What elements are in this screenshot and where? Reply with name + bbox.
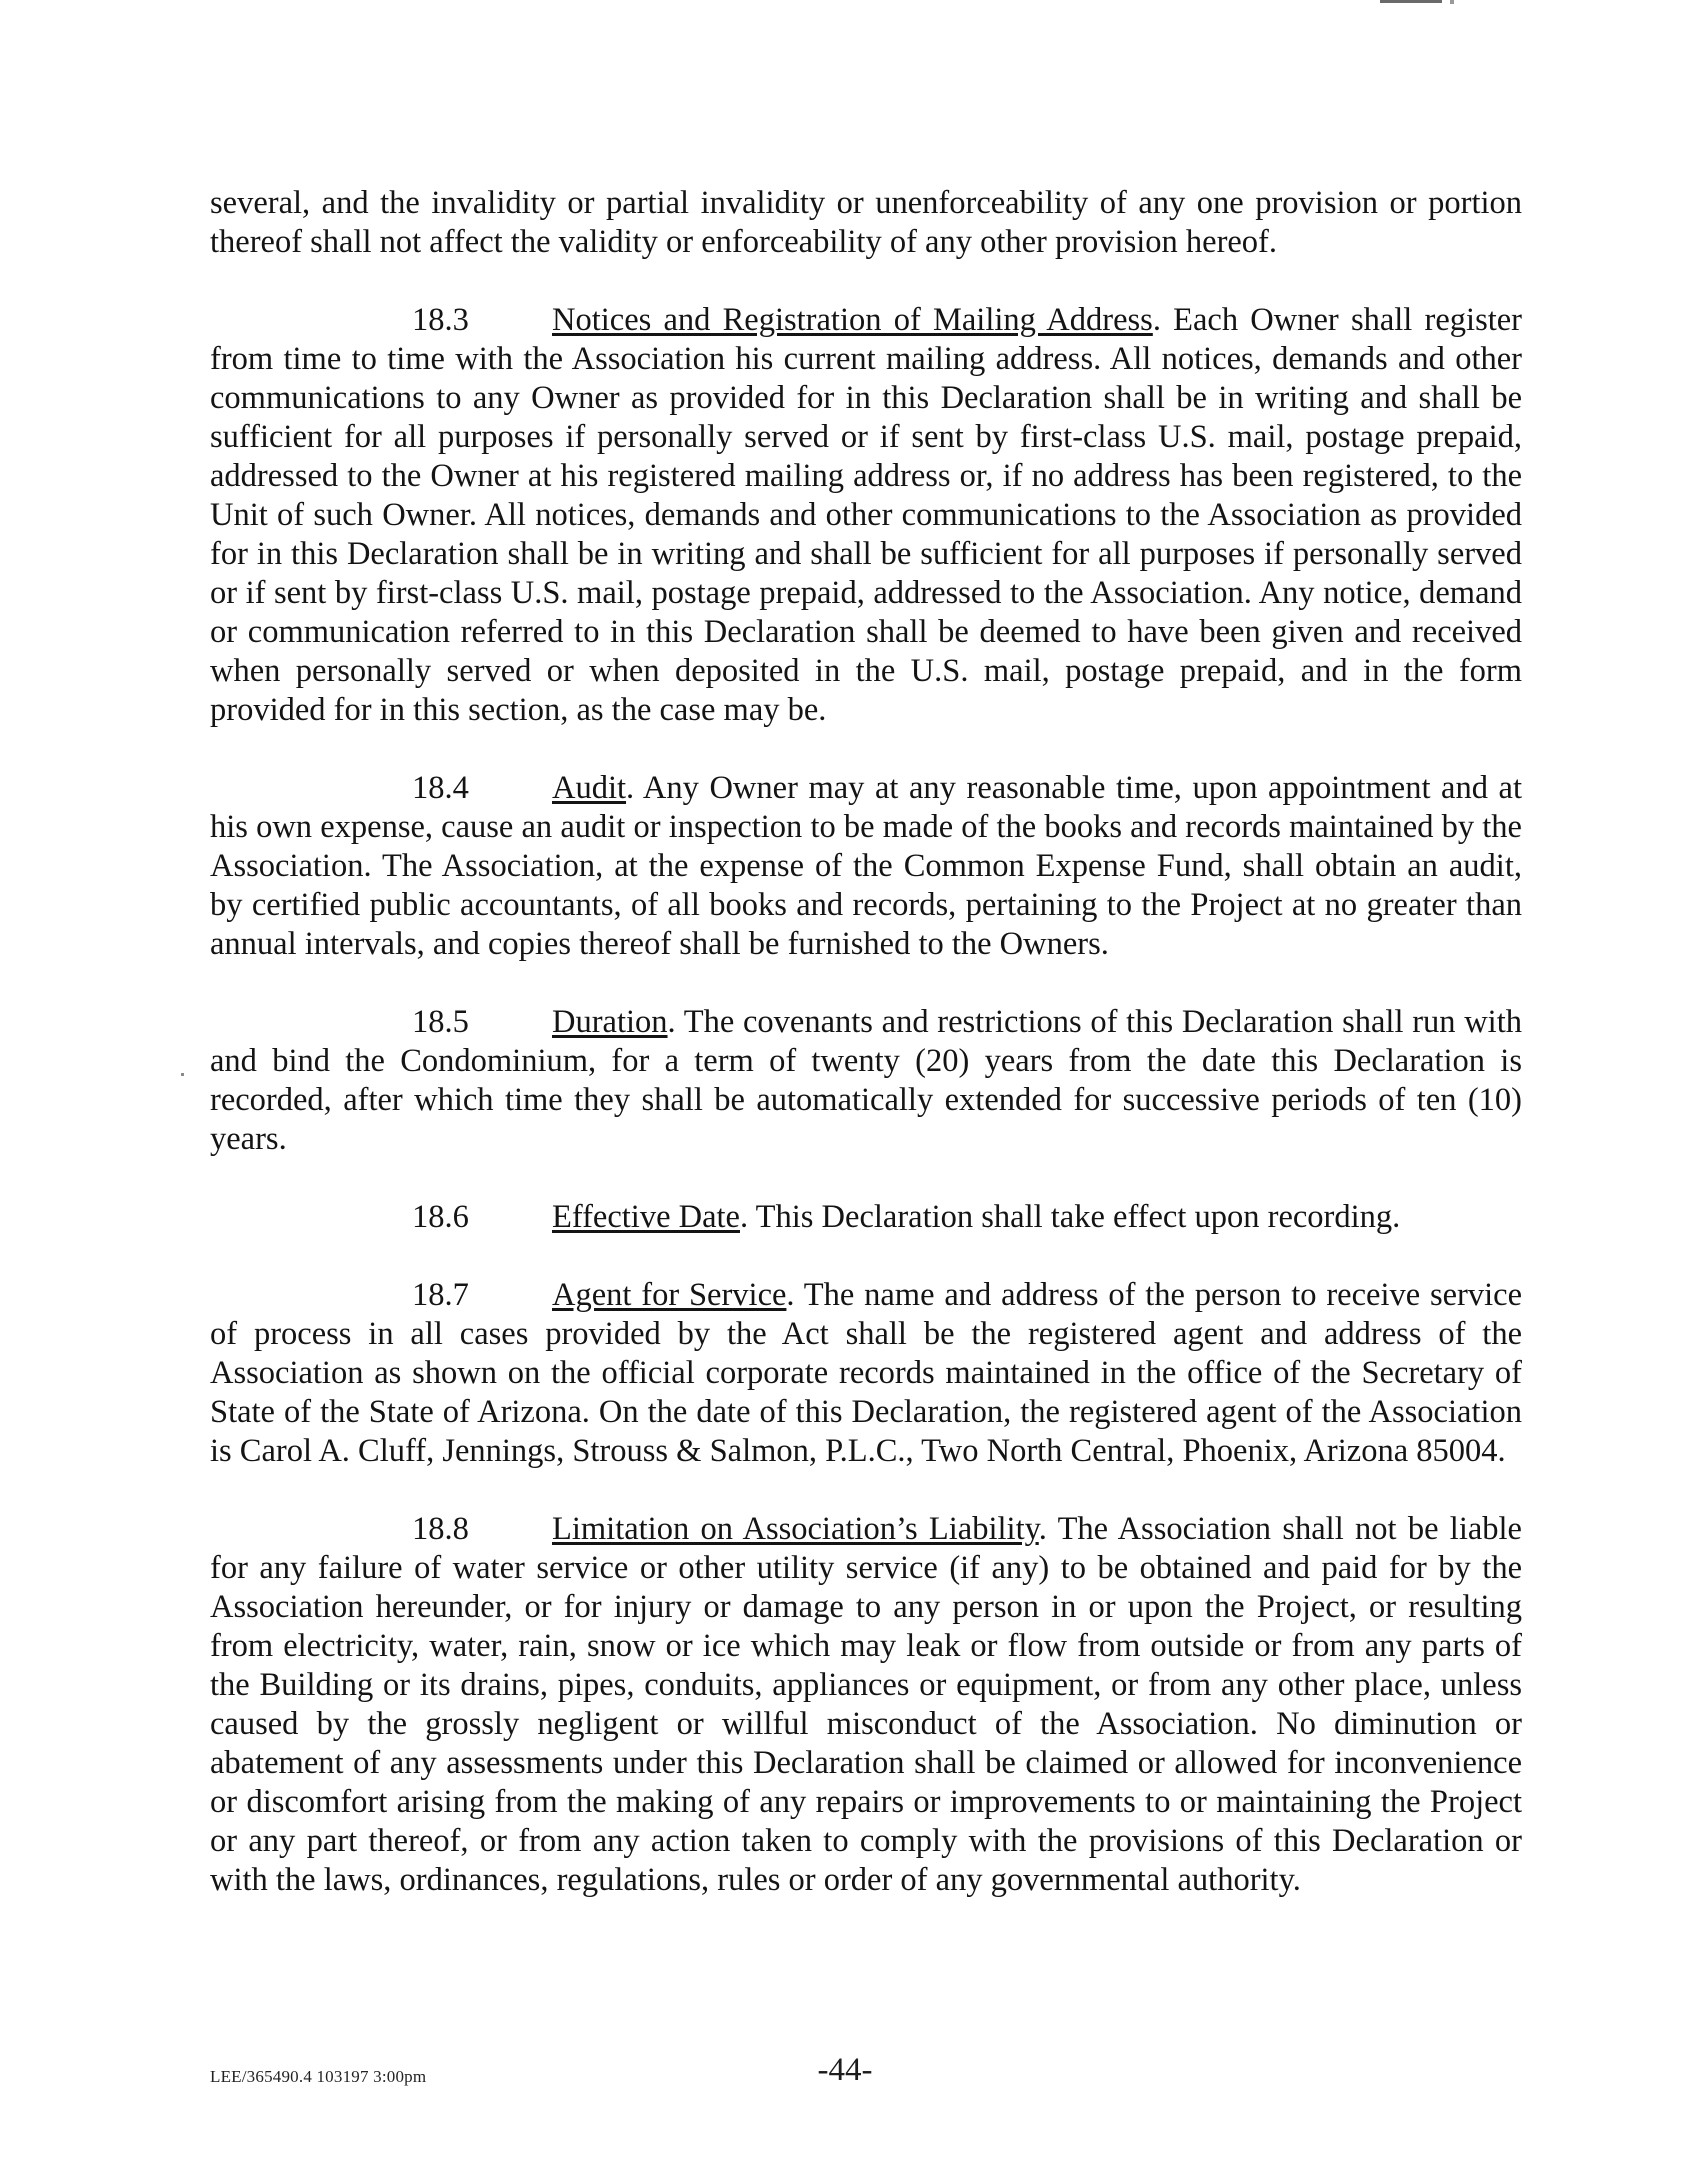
section-18-7 <box>210 1276 1522 1471</box>
section-number: 18.8 <box>412 1511 469 1547</box>
footer-document-id: LEE/365490.4 103197 3:00pm <box>210 2067 427 2086</box>
section-heading: Limitation on Association’s Liability <box>552 1511 1039 1547</box>
section-18-5 <box>210 1003 1522 1159</box>
document-body <box>210 184 1522 1900</box>
section-text: . The Association shall not be liable for any failure of water service or other utility service (if any) to be obtained and paid for by the Association hereunder, or for injury or damage to any person in or upon the Project, or resulting from electricity, water, rain, snow or ice which may leak or flow from outside or from any parts of the Building or its drains, pipes, conduits, appliances or equipment, or from any other place, unless caused by the grossly negligent or willful misconduct of the Association. No diminution or abatement of any assessments under this Declaration shall be claimed or allowed for inconvenience or discomfort arising from the making of any repairs or improvements to or maintaining the Project or any part thereof, or from any action taken to comply with the provisions of this Declaration or with the laws, ordinances, regulations, rules or order of any governmental authority. <box>210 1511 1522 1898</box>
section-heading: Notices and Registration of Mailing Address <box>552 302 1153 338</box>
section-heading: Audit <box>552 770 627 806</box>
section-number: 18.7 <box>412 1277 469 1313</box>
section-number: 18.4 <box>412 770 469 806</box>
section-18-3 <box>210 301 1522 730</box>
section-number: 18.6 <box>412 1199 469 1235</box>
section-text: . This Declaration shall take effect upon recording. <box>739 1199 1401 1235</box>
scan-speck <box>181 1073 184 1076</box>
section-text: . The covenants and restrictions of this Declaration shall run with and bind the Condominium, for a term of twenty (20) years from the date this Declaration is recorded, after which time they shall be automatically extended for successive periods of ten (10) years. <box>210 1004 1522 1157</box>
section-number: 18.5 <box>412 1004 469 1040</box>
section-18-6 <box>210 1198 1522 1237</box>
section-text: . Each Owner shall register from time to time with the Association his current mailing address. All notices, demands and other communications to any Owner as provided for in this Declaration shall be in writing and shall be sufficient for all purposes if personally served or if sent by first-class U.S. mail, postage prepaid, addressed to the Owner at his registered mailing address or, if no address has been registered, to the Unit of such Owner. All notices, demands and other communications to the Association as provided for in this Declaration shall be in writing and shall be sufficient for all purposes if personally served or if sent by first-class U.S. mail, postage prepaid, addressed to the Association. Any notice, demand or communication referred to in this Declaration shall be deemed to have been given and received when personally served or when deposited in the U.S. mail, postage prepaid, and in the form provided for in this section, as the case may be. <box>210 302 1522 728</box>
section-heading: Duration <box>552 1004 668 1040</box>
scan-mark <box>1380 0 1442 3</box>
section-heading: Agent for Service <box>552 1277 787 1313</box>
intro-paragraph: several, and the invalidity or partial invalidity or unenforceability of any one provision or portion thereof shall not affect the validity or enforceability of any other provision hereof. <box>210 185 1522 260</box>
section-18-4 <box>210 769 1522 964</box>
scan-mark <box>1450 0 1454 4</box>
section-18-8 <box>210 1510 1522 1900</box>
footer-page-number: -44- <box>817 2052 873 2088</box>
section-heading: Effective Date <box>552 1199 740 1235</box>
section-text: . The name and address of the person to receive service of process in all cases provided by the Act shall be the registered agent and address of the Association as shown on the official corporate records maintained in the office of the Secretary of State of the State of Arizona. On the date of this Declaration, the registered agent of the Association is Carol A. Cluff, Jennings, Strouss & Salmon, P.L.C., Two North Central, Phoenix, Arizona 85004. <box>210 1277 1522 1469</box>
section-number: 18.3 <box>412 302 469 338</box>
section-text: . Any Owner may at any reasonable time, upon appointment and at his own expense, cause an audit or inspection to be made of the books and records maintained by the Association. The Association, at the expense of the Common Expense Fund, shall obtain an audit, by certified public accountants, of all books and records, pertaining to the Project at no greater than annual intervals, and copies thereof shall be furnished to the Owners. <box>210 770 1522 962</box>
